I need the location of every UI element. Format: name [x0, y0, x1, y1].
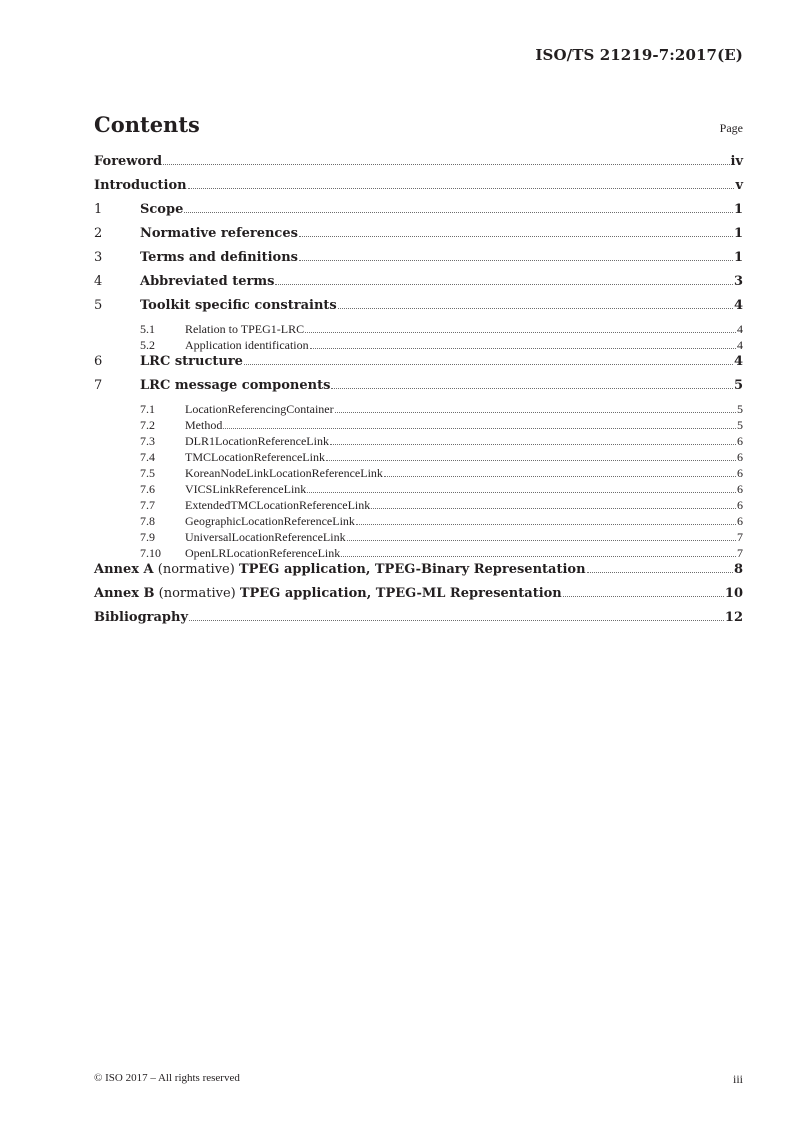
toc-entry-number: 7.2 [140, 418, 155, 432]
toc-entry[interactable] [94, 378, 743, 402]
toc-entry-page: 1 [733, 250, 743, 265]
toc-entry-page: 4 [733, 354, 743, 369]
toc-subentry[interactable] [94, 434, 743, 450]
page-column-label: Page [719, 121, 743, 135]
contents-heading-row [94, 112, 743, 137]
toc-entry-page: 6 [737, 434, 743, 448]
toc-entry-page: 6 [737, 466, 743, 480]
toc-entry-title: Terms and definitions [140, 250, 298, 265]
toc-entry-title: Abbreviated terms [140, 274, 275, 289]
toc-entry[interactable] [94, 202, 743, 226]
dot-leader [223, 428, 736, 429]
toc-entry-page: 7 [737, 546, 743, 560]
toc-entry[interactable] [94, 154, 743, 178]
toc-entry-title: GeographicLocationReferenceLink [185, 514, 355, 528]
toc-entry-page: 8 [733, 562, 743, 577]
toc-entry-title: Relation to TPEG1-LRC [185, 322, 305, 336]
toc-entry-number: 1 [94, 202, 103, 217]
toc-entry-number: 2 [94, 226, 103, 241]
toc-entry-number: 7.7 [140, 498, 155, 512]
toc-subentry[interactable] [94, 322, 743, 338]
dot-leader [305, 332, 736, 333]
dot-leader [163, 164, 729, 165]
toc-entry-number: 3 [94, 250, 103, 265]
dot-leader [338, 308, 733, 309]
toc-entry[interactable] [94, 298, 743, 322]
document-id: ISO/TS 21219-7:2017(E) [535, 46, 743, 64]
dot-leader [330, 444, 736, 445]
toc-entry-page: 4 [737, 322, 743, 336]
toc-subentry[interactable] [94, 546, 743, 562]
toc-entry-page: 6 [737, 514, 743, 528]
toc-subentry[interactable] [94, 418, 743, 434]
annex-label: Annex A [94, 562, 154, 577]
toc-entry-number: 7.6 [140, 482, 155, 496]
toc-subentry[interactable] [94, 514, 743, 530]
page-footer [94, 1072, 743, 1087]
toc-entry-number: 7.8 [140, 514, 155, 528]
toc-entry-title: Method [185, 418, 223, 432]
toc-entry-page: 4 [737, 338, 743, 352]
toc-entry-title: LRC structure [140, 354, 243, 369]
toc-entry[interactable] [94, 178, 743, 202]
dot-leader [356, 524, 736, 525]
toc-entry-number: 7 [94, 378, 103, 393]
dot-leader [244, 364, 733, 365]
dot-leader [371, 508, 736, 509]
toc-entry-page: 6 [737, 498, 743, 512]
toc-entry[interactable] [94, 610, 743, 634]
toc-entry-title: DLR1LocationReferenceLink [185, 434, 329, 448]
toc-entry-number: 6 [94, 354, 103, 369]
toc-entry-page: 6 [737, 450, 743, 464]
toc-entry-page: 1 [733, 202, 743, 217]
toc-entry-page: 5 [737, 418, 743, 432]
toc-entry-page: 3 [733, 274, 743, 289]
dot-leader [307, 492, 736, 493]
toc-subentry[interactable] [94, 466, 743, 482]
dot-leader [563, 596, 724, 597]
toc-entry-title: KoreanNodeLinkLocationReferenceLink [185, 466, 383, 480]
dot-leader [384, 476, 736, 477]
toc-entry-page: 1 [733, 226, 743, 241]
dot-leader [331, 388, 733, 389]
dot-leader [310, 348, 736, 349]
dot-leader [184, 212, 733, 213]
toc-entry-title: UniversalLocationReferenceLink [185, 530, 346, 544]
toc-subentry[interactable] [94, 450, 743, 466]
annex-label: Annex B [94, 586, 155, 601]
toc-entry[interactable] [94, 274, 743, 298]
toc-entry-title: Scope [140, 202, 184, 217]
toc-entry[interactable] [94, 562, 743, 586]
toc-subentry[interactable] [94, 338, 743, 354]
toc-entry-title: Application identification [185, 338, 309, 352]
toc-entry-title: TMCLocationReferenceLink [185, 450, 325, 464]
dot-leader [326, 460, 736, 461]
toc-entry[interactable] [94, 250, 743, 274]
toc-entry-page: 5 [737, 402, 743, 416]
toc-entry-page: iv [730, 154, 743, 169]
toc-entry-page: 6 [737, 482, 743, 496]
toc-entry-number: 4 [94, 274, 103, 289]
toc-entry-page: 5 [733, 378, 743, 393]
toc-entry-title: LocationReferencingContainer [185, 402, 334, 416]
toc-entry-number: 7.3 [140, 434, 155, 448]
toc-entry-page: 10 [724, 586, 743, 601]
toc-entry-page: 4 [733, 298, 743, 313]
toc-entry-title: Introduction [94, 178, 187, 193]
dot-leader [335, 412, 736, 413]
toc-entry[interactable] [94, 586, 743, 610]
dot-leader [587, 572, 733, 573]
toc-entry-title: Foreword [94, 154, 163, 169]
toc-entry[interactable] [94, 226, 743, 250]
toc-entry-number: 7.10 [140, 546, 161, 560]
toc-subentry[interactable] [94, 402, 743, 418]
toc-entry-title: LRC message components [140, 378, 331, 393]
dot-leader [188, 188, 735, 189]
toc-entry-title: Normative references [140, 226, 298, 241]
page-number: iii [732, 1072, 743, 1086]
toc-entry-number: 7.4 [140, 450, 155, 464]
copyright-notice: © ISO 2017 – All rights reserved [94, 1072, 240, 1084]
table-of-contents [94, 154, 743, 634]
toc-entry-title: ExtendedTMCLocationReferenceLink [185, 498, 371, 512]
toc-entry-number: 5.1 [140, 322, 155, 336]
toc-entry-page: 7 [737, 530, 743, 544]
contents-title: Contents [94, 112, 200, 137]
toc-entry-number: 7.1 [140, 402, 155, 416]
toc-entry-title: Toolkit specific constraints [140, 298, 337, 313]
annex-normative-label: (normative) [153, 562, 239, 577]
dot-leader [347, 540, 736, 541]
toc-entry-number: 7.5 [140, 466, 155, 480]
toc-entry-title [94, 562, 586, 577]
toc-entry-title: VICSLinkReferenceLink [185, 482, 307, 496]
dot-leader [299, 236, 733, 237]
dot-leader [341, 556, 736, 557]
dot-leader [189, 620, 724, 621]
toc-entry[interactable] [94, 354, 743, 378]
toc-subentry[interactable] [94, 530, 743, 546]
annex-title: TPEG application, TPEG-ML Representation [239, 586, 562, 601]
toc-subentry[interactable] [94, 482, 743, 498]
annex-normative-label: (normative) [154, 586, 240, 601]
toc-entry-title: Bibliography [94, 610, 189, 625]
toc-subentry[interactable] [94, 498, 743, 514]
toc-entry-title: OpenLRLocationReferenceLink [185, 546, 341, 560]
annex-title: TPEG application, TPEG-Binary Representation [238, 562, 586, 577]
toc-entry-number: 5.2 [140, 338, 155, 352]
toc-entry-page: v [735, 178, 743, 193]
toc-entry-number: 5 [94, 298, 103, 313]
dot-leader [275, 284, 733, 285]
dot-leader [299, 260, 733, 261]
toc-entry-title [94, 586, 562, 601]
toc-entry-page: 12 [724, 610, 743, 625]
toc-entry-number: 7.9 [140, 530, 155, 544]
